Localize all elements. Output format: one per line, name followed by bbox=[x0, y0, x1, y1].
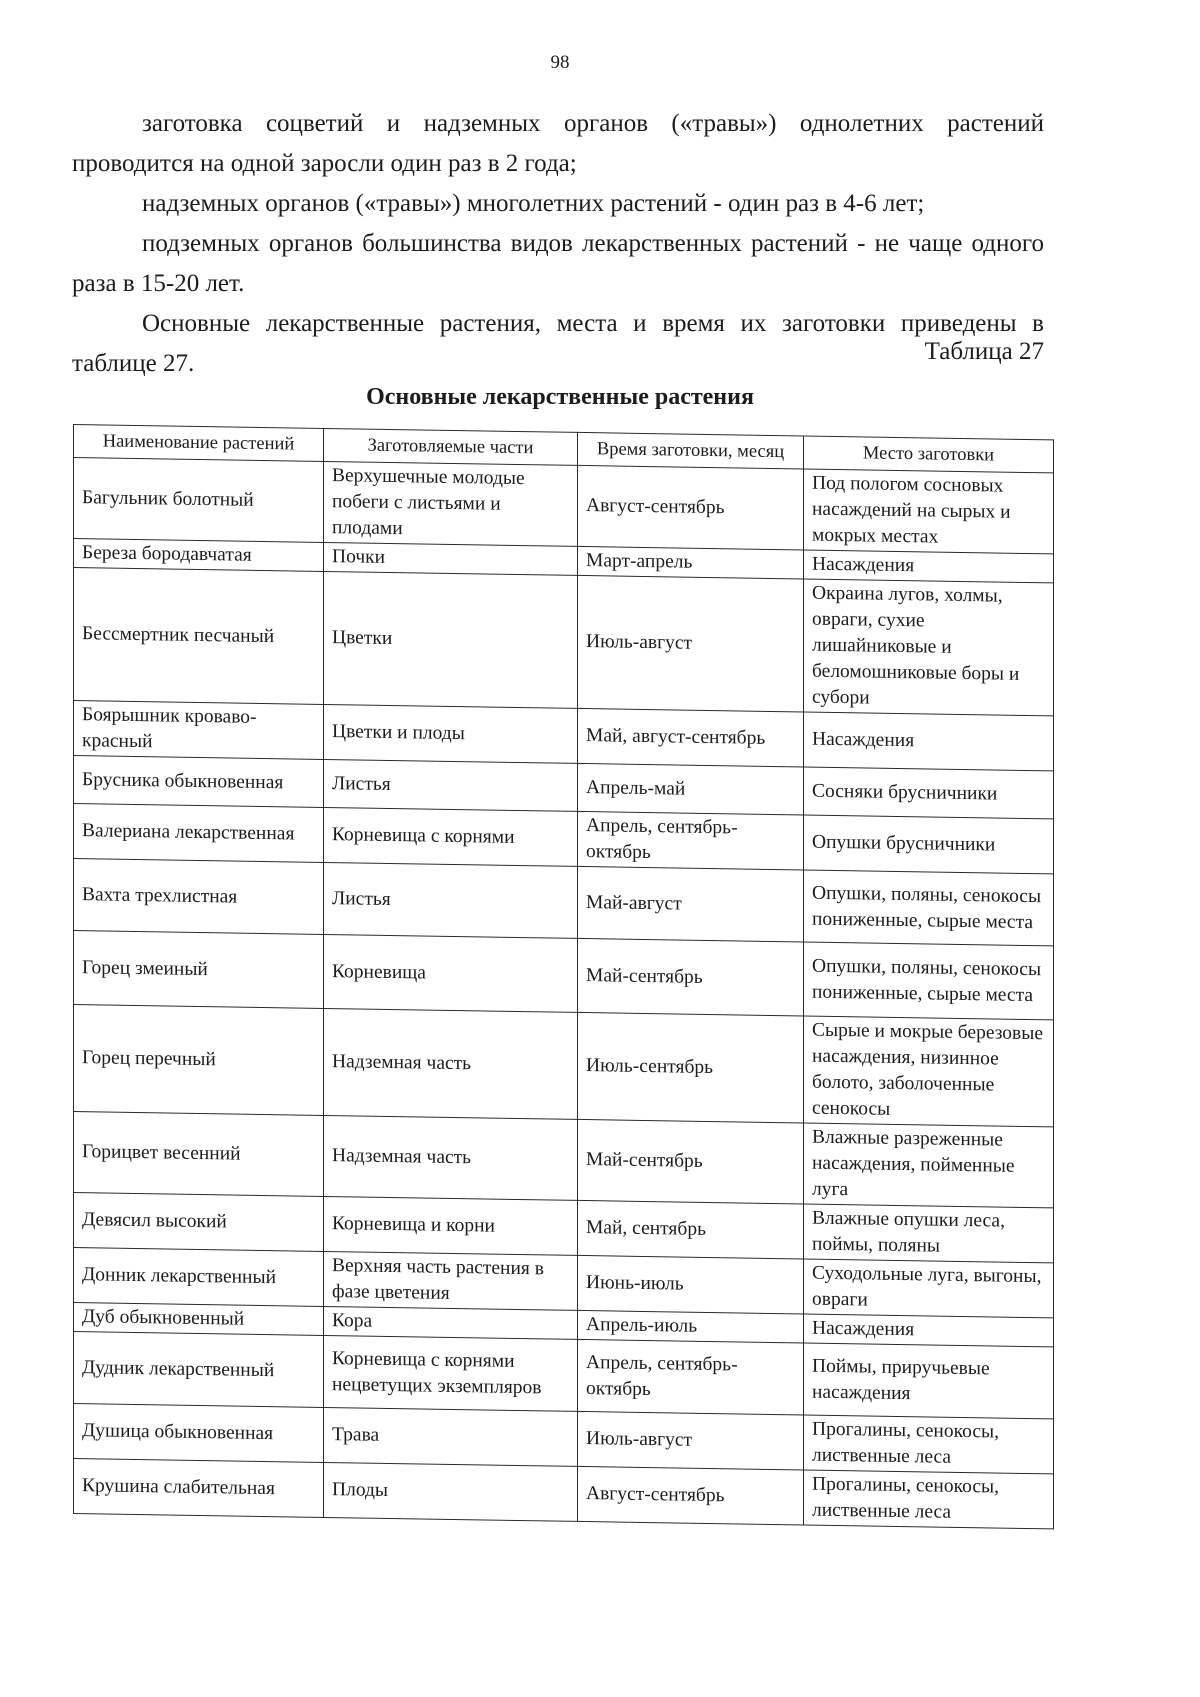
cell-parts: Корневища bbox=[324, 934, 578, 1012]
cell-parts: Верхушечные молодые побеги с листьями и плодами bbox=[324, 461, 578, 546]
intro-paragraph: подземных органов большинства видов лекарственных растений - не чаще одного раза в 15-20 лет. bbox=[72, 230, 1044, 297]
cell-time: Июнь-июль bbox=[578, 1255, 804, 1314]
cell-plant-name: Валериана лекарственная bbox=[74, 804, 324, 863]
cell-plant-name: Душица обыкновенная bbox=[74, 1404, 324, 1463]
cell-parts: Корневища с корнями bbox=[324, 807, 578, 866]
cell-place: Под пологом сосновых насаждений на сырых и мокрых местах bbox=[804, 469, 1054, 554]
cell-time: Апрель, сентябрь-октябрь bbox=[578, 811, 804, 870]
cell-place: Поймы, приручьевые насаждения bbox=[804, 1343, 1054, 1419]
intro-paragraph: надземных органов («травы») многолетних растений - один раз в 4-6 лет; bbox=[142, 190, 925, 217]
cell-time: Апрель-май bbox=[578, 763, 804, 815]
cell-plant-name: Бессмертник песчаный bbox=[74, 568, 324, 705]
cell-place: Прогалины, сенокосы, лиственные леса bbox=[804, 1415, 1054, 1474]
cell-place: Опушки брусничники bbox=[804, 815, 1054, 874]
cell-plant-name: Береза бородавчатая bbox=[74, 539, 324, 572]
cell-place: Насаждения bbox=[804, 1314, 1054, 1347]
header-time: Время заготовки, месяц bbox=[578, 432, 804, 469]
cell-parts: Надземная часть bbox=[324, 1008, 578, 1119]
cell-plant-name: Брусника обыкновенная bbox=[74, 756, 324, 808]
cell-parts: Кора bbox=[324, 1306, 578, 1339]
cell-place: Сосняки брусничники bbox=[804, 767, 1054, 819]
cell-time: Август-сентябрь bbox=[578, 1466, 804, 1525]
cell-place: Влажные разреженные насаждения, пойменные луга bbox=[804, 1123, 1054, 1208]
cell-plant-name: Крушина слабительная bbox=[74, 1459, 324, 1518]
table-body bbox=[74, 458, 1054, 1529]
cell-parts: Корневища с корнями нецветущих экземпляров bbox=[324, 1335, 578, 1411]
cell-time: Август-сентябрь bbox=[578, 465, 804, 550]
cell-place: Сырые и мокрые березовые насаждения, низинное болото, заболоченные сенокосы bbox=[804, 1016, 1054, 1127]
cell-parts: Плоды bbox=[324, 1462, 578, 1521]
page-number: 98 bbox=[550, 52, 570, 73]
header-place: Место заготовки bbox=[804, 436, 1054, 473]
plants-table bbox=[73, 424, 1054, 1529]
cell-time: Июль-сентябрь bbox=[578, 1012, 804, 1123]
cell-parts: Цветки и плоды bbox=[324, 704, 578, 763]
table-row bbox=[74, 568, 1054, 716]
cell-plant-name: Вахта трехлистная bbox=[74, 859, 324, 935]
cell-parts: Корневища и корни bbox=[324, 1196, 578, 1255]
cell-plant-name: Багульник болотный bbox=[74, 458, 324, 543]
cell-time: Июль-август bbox=[578, 575, 804, 712]
cell-parts: Верхняя часть растения в фазе цветения bbox=[324, 1251, 578, 1310]
cell-parts: Цветки bbox=[324, 571, 578, 708]
cell-place: Влажные опушки леса, поймы, поляны bbox=[804, 1204, 1054, 1263]
cell-time: Май-август bbox=[578, 866, 804, 942]
cell-plant-name: Донник лекарственный bbox=[74, 1248, 324, 1307]
table-label: Таблица 27 bbox=[924, 338, 1044, 365]
cell-time: Май-сентябрь bbox=[578, 938, 804, 1016]
cell-time: Май, сентябрь bbox=[578, 1200, 804, 1259]
intro-paragraph: Основные лекарственные растения, места и время их заготовки приведены в таблице 27. bbox=[72, 310, 1044, 377]
cell-plant-name: Дуб обыкновенный bbox=[74, 1303, 324, 1336]
cell-time: Март-апрель bbox=[578, 546, 804, 579]
cell-plant-name: Горец змеиный bbox=[74, 931, 324, 1009]
intro-paragraph: заготовка соцветий и надземных органов («травы») однолетних растений проводится на одной заросли один раз в 2 года; bbox=[72, 110, 1044, 177]
cell-plant-name: Горицвет весенний bbox=[74, 1112, 324, 1197]
cell-place: Окраина лугов, холмы, овраги, сухие лишайниковые и беломошниковые боры и субори bbox=[804, 579, 1054, 716]
table-row bbox=[74, 1112, 1054, 1208]
cell-place: Насаждения bbox=[804, 712, 1054, 771]
cell-place: Опушки, поляны, сенокосы пониженные, сырые места bbox=[804, 942, 1054, 1020]
cell-plant-name: Горец перечный bbox=[74, 1005, 324, 1116]
cell-place: Опушки, поляны, сенокосы пониженные, сырые места bbox=[804, 870, 1054, 946]
cell-plant-name: Дудник лекарственный bbox=[74, 1332, 324, 1408]
table-row bbox=[74, 1005, 1054, 1127]
cell-time: Апрель, сентябрь-октябрь bbox=[578, 1339, 804, 1415]
cell-plant-name: Боярышник кроваво-красный bbox=[74, 701, 324, 760]
plants-table-wrapper bbox=[73, 424, 1053, 1529]
header-parts: Заготовляемые части bbox=[324, 428, 578, 465]
cell-plant-name: Девясил высокий bbox=[74, 1193, 324, 1252]
cell-time: Май, август-сентябрь bbox=[578, 708, 804, 767]
cell-parts: Листья bbox=[324, 862, 578, 938]
cell-place: Насаждения bbox=[804, 550, 1054, 583]
cell-time: Апрель-июль bbox=[578, 1310, 804, 1343]
cell-time: Июль-август bbox=[578, 1411, 804, 1470]
table-row bbox=[74, 458, 1054, 554]
cell-parts: Почки bbox=[324, 542, 578, 575]
cell-place: Прогалины, сенокосы, лиственные леса bbox=[804, 1470, 1054, 1529]
cell-parts: Трава bbox=[324, 1407, 578, 1466]
cell-parts: Листья bbox=[324, 759, 578, 811]
header-name: Наименование растений bbox=[74, 425, 324, 462]
cell-place: Суходольные луга, выгоны, овраги bbox=[804, 1259, 1054, 1318]
table-title: Основные лекарственные растения bbox=[366, 384, 754, 410]
cell-parts: Надземная часть bbox=[324, 1115, 578, 1200]
cell-time: Май-сентябрь bbox=[578, 1119, 804, 1204]
